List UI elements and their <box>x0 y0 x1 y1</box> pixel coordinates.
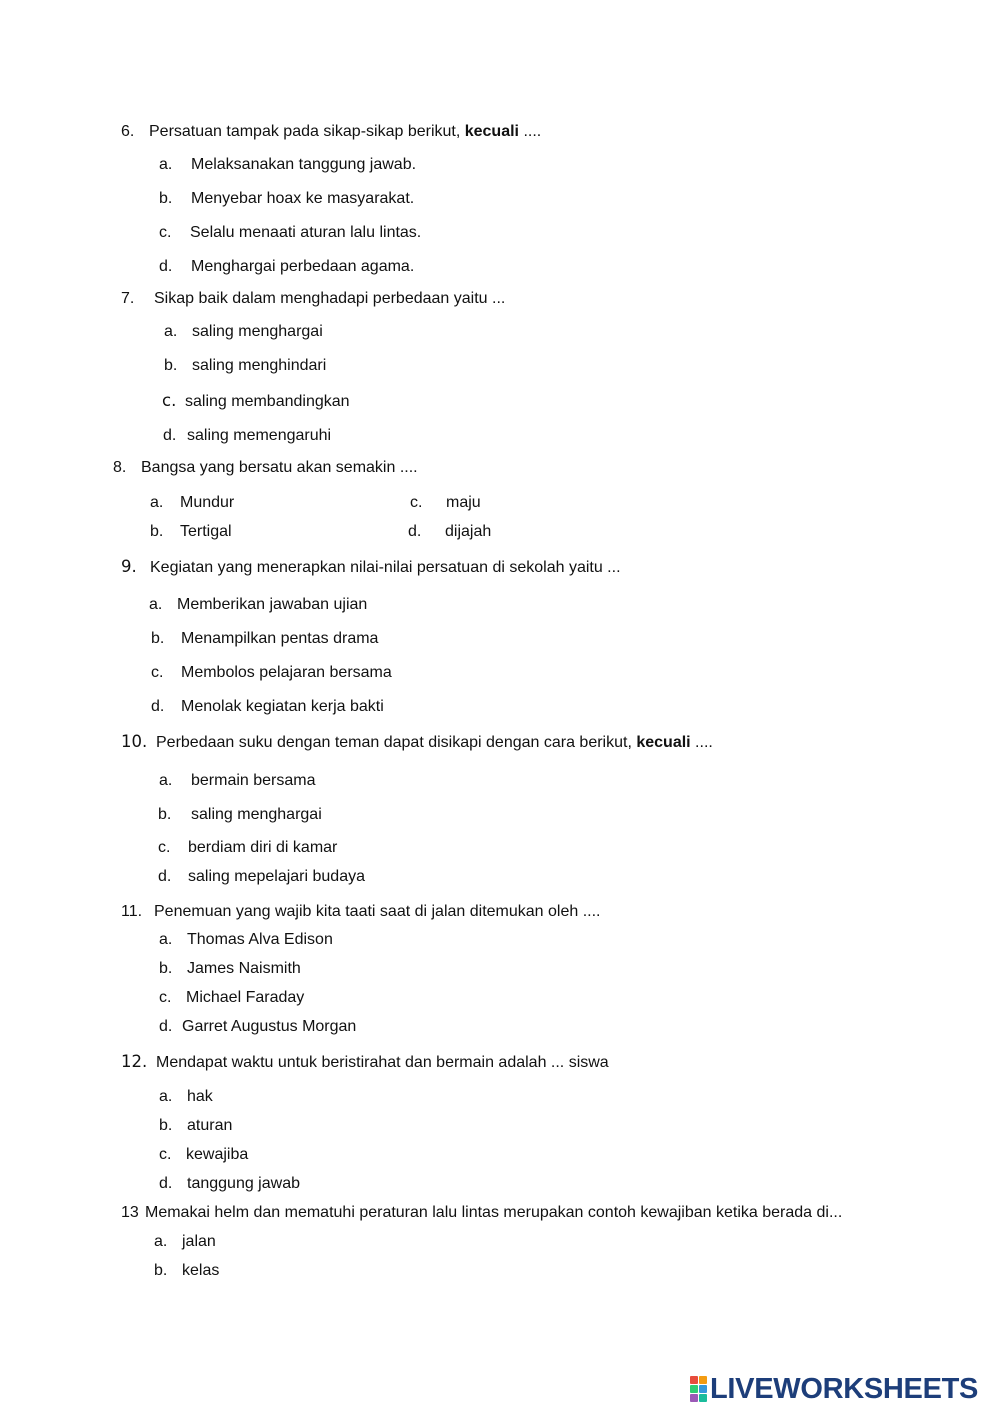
q6-option-b-letter: b. <box>159 190 173 207</box>
q11-option-c-letter: c. <box>159 989 172 1006</box>
q9-option-c: Membolos pelajaran bersama <box>181 664 392 681</box>
question-11-number: 11. <box>121 903 143 920</box>
q12-option-b-letter: b. <box>159 1117 173 1134</box>
q11-option-a: Thomas Alva Edison <box>187 931 333 948</box>
q12-option-c: kewajiba <box>186 1146 249 1163</box>
question-6-text-end: .... <box>519 123 542 140</box>
question-9-text: Kegiatan yang menerapkan nilai-nilai persatuan di sekolah yaitu ... <box>150 559 621 576</box>
q10-option-c: berdiam diri di kamar <box>188 839 338 856</box>
q11-option-a-letter: a. <box>159 931 173 948</box>
q12-option-c-letter: c. <box>159 1146 172 1163</box>
q8-option-a-letter: a. <box>150 494 164 511</box>
question-10-emphasis: kecuali <box>636 734 691 751</box>
q10-option-a-letter: a. <box>159 772 173 789</box>
q10-option-b-letter: b. <box>158 806 172 823</box>
q8-option-b-letter: b. <box>150 523 164 540</box>
q11-option-d-letter: d. <box>159 1018 173 1035</box>
q7-option-c-letter: c. <box>162 391 177 410</box>
logo-block-6 <box>699 1394 707 1402</box>
q6-option-a-letter: a. <box>159 156 173 173</box>
question-6-emphasis: kecuali <box>464 123 519 140</box>
q9-option-a: Memberikan jawaban ujian <box>177 596 368 613</box>
q9-option-a-letter: a. <box>149 596 163 613</box>
q8-option-b: Tertigal <box>180 523 232 540</box>
q8-option-d: dijajah <box>445 523 492 540</box>
q13-option-b: kelas <box>182 1262 220 1279</box>
q6-option-c: Selalu menaati aturan lalu lintas. <box>190 224 422 241</box>
question-6-text <box>149 124 541 140</box>
question-10-text-end: .... <box>690 734 713 751</box>
logo-text: LIVEWORKSHEETS <box>710 1372 979 1405</box>
question-10-number: 10. <box>121 732 148 751</box>
question-10-text-main: Perbedaan suku dengan teman dapat disikapi dengan cara berikut, <box>156 734 637 751</box>
q9-option-c-letter: c. <box>151 664 164 681</box>
q7-option-b: saling menghindari <box>192 357 327 374</box>
question-8-text: Bangsa yang bersatu akan semakin .... <box>141 459 418 476</box>
q7-option-b-letter: b. <box>164 357 178 374</box>
q6-option-a: Melaksanakan tanggung jawab. <box>191 156 417 173</box>
question-13-text: Memakai helm dan mematuhi peraturan lalu lintas merupakan contoh kewajiban ketika berada di... <box>145 1204 843 1221</box>
question-6-number: 6. <box>121 123 135 140</box>
q7-option-c: saling membandingkan <box>185 393 350 410</box>
q11-option-c: Michael Faraday <box>186 989 305 1006</box>
question-11-text: Penemuan yang wajib kita taati saat di jalan ditemukan oleh .... <box>154 903 601 920</box>
q10-option-d: saling mepelajari budaya <box>188 868 365 885</box>
liveworksheets-logo[interactable] <box>690 1374 978 1404</box>
q8-option-d-letter: d. <box>408 523 422 540</box>
q9-option-d: Menolak kegiatan kerja bakti <box>181 698 384 715</box>
q13-option-a: jalan <box>182 1233 216 1250</box>
question-10-text <box>156 735 713 751</box>
logo-block-3 <box>690 1385 698 1393</box>
q7-option-d: saling memengaruhi <box>187 427 332 444</box>
q7-option-a: saling menghargai <box>192 323 323 340</box>
q10-option-d-letter: d. <box>158 868 172 885</box>
q6-option-d: Menghargai perbedaan agama. <box>191 258 415 275</box>
q11-option-d: Garret Augustus Morgan <box>182 1018 357 1035</box>
logo-block-2 <box>699 1376 707 1384</box>
q12-option-b: aturan <box>187 1117 233 1134</box>
q13-option-b-letter: b. <box>154 1262 168 1279</box>
q11-option-b-letter: b. <box>159 960 173 977</box>
q6-option-d-letter: d. <box>159 258 173 275</box>
q7-option-d-letter: d. <box>163 427 177 444</box>
q8-option-c: maju <box>446 494 481 511</box>
question-7-text: Sikap baik dalam menghadapi perbedaan yaitu ... <box>154 290 506 307</box>
logo-block-5 <box>690 1394 698 1402</box>
question-13-number: 13 <box>121 1204 139 1221</box>
q12-option-a-letter: a. <box>159 1088 173 1105</box>
q9-option-d-letter: d. <box>151 698 165 715</box>
q12-option-d-letter: d. <box>159 1175 173 1192</box>
q10-option-a: bermain bersama <box>191 772 316 789</box>
q12-option-d: tanggung jawab <box>187 1175 300 1192</box>
question-12-text: Mendapat waktu untuk beristirahat dan bermain adalah ... siswa <box>156 1054 609 1071</box>
q7-option-a-letter: a. <box>164 323 178 340</box>
logo-block-4 <box>699 1385 707 1393</box>
question-9-number: 9. <box>121 557 137 576</box>
q6-option-c-letter: c. <box>159 224 172 241</box>
q9-option-b-letter: b. <box>151 630 165 647</box>
q8-option-c-letter: c. <box>410 494 423 511</box>
question-12-number: 12. <box>121 1052 148 1071</box>
q6-option-b: Menyebar hoax ke masyarakat. <box>191 190 415 207</box>
question-7-number: 7. <box>121 290 135 307</box>
q8-option-a: Mundur <box>180 494 235 511</box>
question-6-text-main: Persatuan tampak pada sikap-sikap berikut, <box>149 123 465 140</box>
q10-option-c-letter: c. <box>158 839 171 856</box>
q12-option-a: hak <box>187 1088 213 1105</box>
q9-option-b: Menampilkan pentas drama <box>181 630 379 647</box>
q11-option-b: James Naismith <box>187 960 301 977</box>
q13-option-a-letter: a. <box>154 1233 168 1250</box>
logo-block-1 <box>690 1376 698 1384</box>
logo-blocks-icon <box>690 1376 707 1402</box>
question-8-number: 8. <box>113 459 127 476</box>
q10-option-b: saling menghargai <box>191 806 322 823</box>
